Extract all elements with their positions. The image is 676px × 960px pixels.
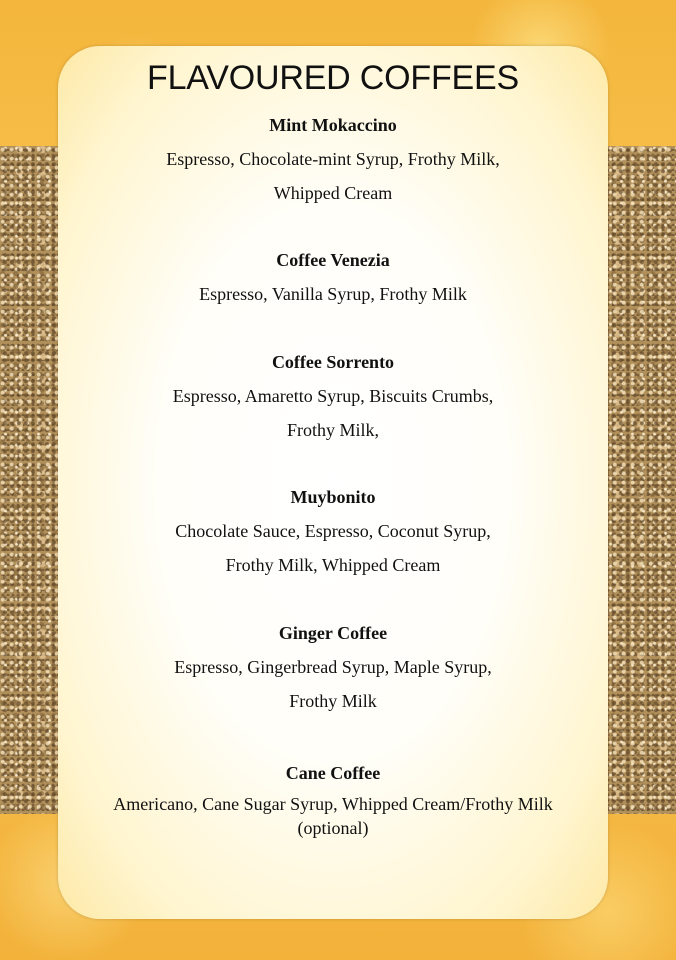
- description-line: Espresso, Vanilla Syrup, Frothy Milk: [199, 284, 467, 304]
- item-name: Muybonito: [290, 487, 376, 507]
- item-name: Ginger Coffee: [278, 623, 388, 643]
- item-description: [18, 138, 648, 210]
- menu-item-coffee-sorrento: [18, 349, 648, 447]
- menu-title: FLAVOURED COFFEES: [147, 59, 519, 97]
- description-line: (optional): [297, 818, 369, 838]
- item-description: [18, 786, 648, 840]
- description-line: Whipped Cream: [273, 183, 393, 203]
- item-name: Cane Coffee: [285, 763, 381, 783]
- description-line: Chocolate Sauce, Espresso, Coconut Syrup,: [175, 521, 491, 541]
- item-description: [18, 375, 648, 447]
- item-description: [18, 510, 648, 582]
- item-name: Mint Mokaccino: [269, 115, 397, 135]
- description-line: Espresso, Gingerbread Syrup, Maple Syrup,: [174, 657, 492, 677]
- menu-item-cane-coffee: [18, 760, 648, 840]
- description-line: Frothy Milk: [289, 691, 377, 711]
- description-line: Frothy Milk,: [286, 420, 379, 440]
- menu-item-ginger-coffee: [18, 620, 648, 718]
- item-description: [18, 646, 648, 718]
- description-line: Espresso, Chocolate-mint Syrup, Frothy Milk,: [166, 149, 500, 169]
- item-description: [18, 273, 648, 311]
- description-line: Espresso, Amaretto Syrup, Biscuits Crumbs,: [172, 386, 494, 406]
- menu-item-coffee-venezia: [18, 247, 648, 311]
- item-name: Coffee Sorrento: [271, 352, 395, 372]
- menu-item-muybonito: [18, 484, 648, 582]
- item-name: Coffee Venezia: [276, 250, 390, 270]
- menu-item-mint-mokaccino: [18, 112, 648, 210]
- menu-card: [58, 46, 608, 919]
- description-line: Frothy Milk, Whipped Cream: [225, 555, 441, 575]
- description-line: Americano, Cane Sugar Syrup, Whipped Cream/Frothy Milk: [113, 794, 553, 814]
